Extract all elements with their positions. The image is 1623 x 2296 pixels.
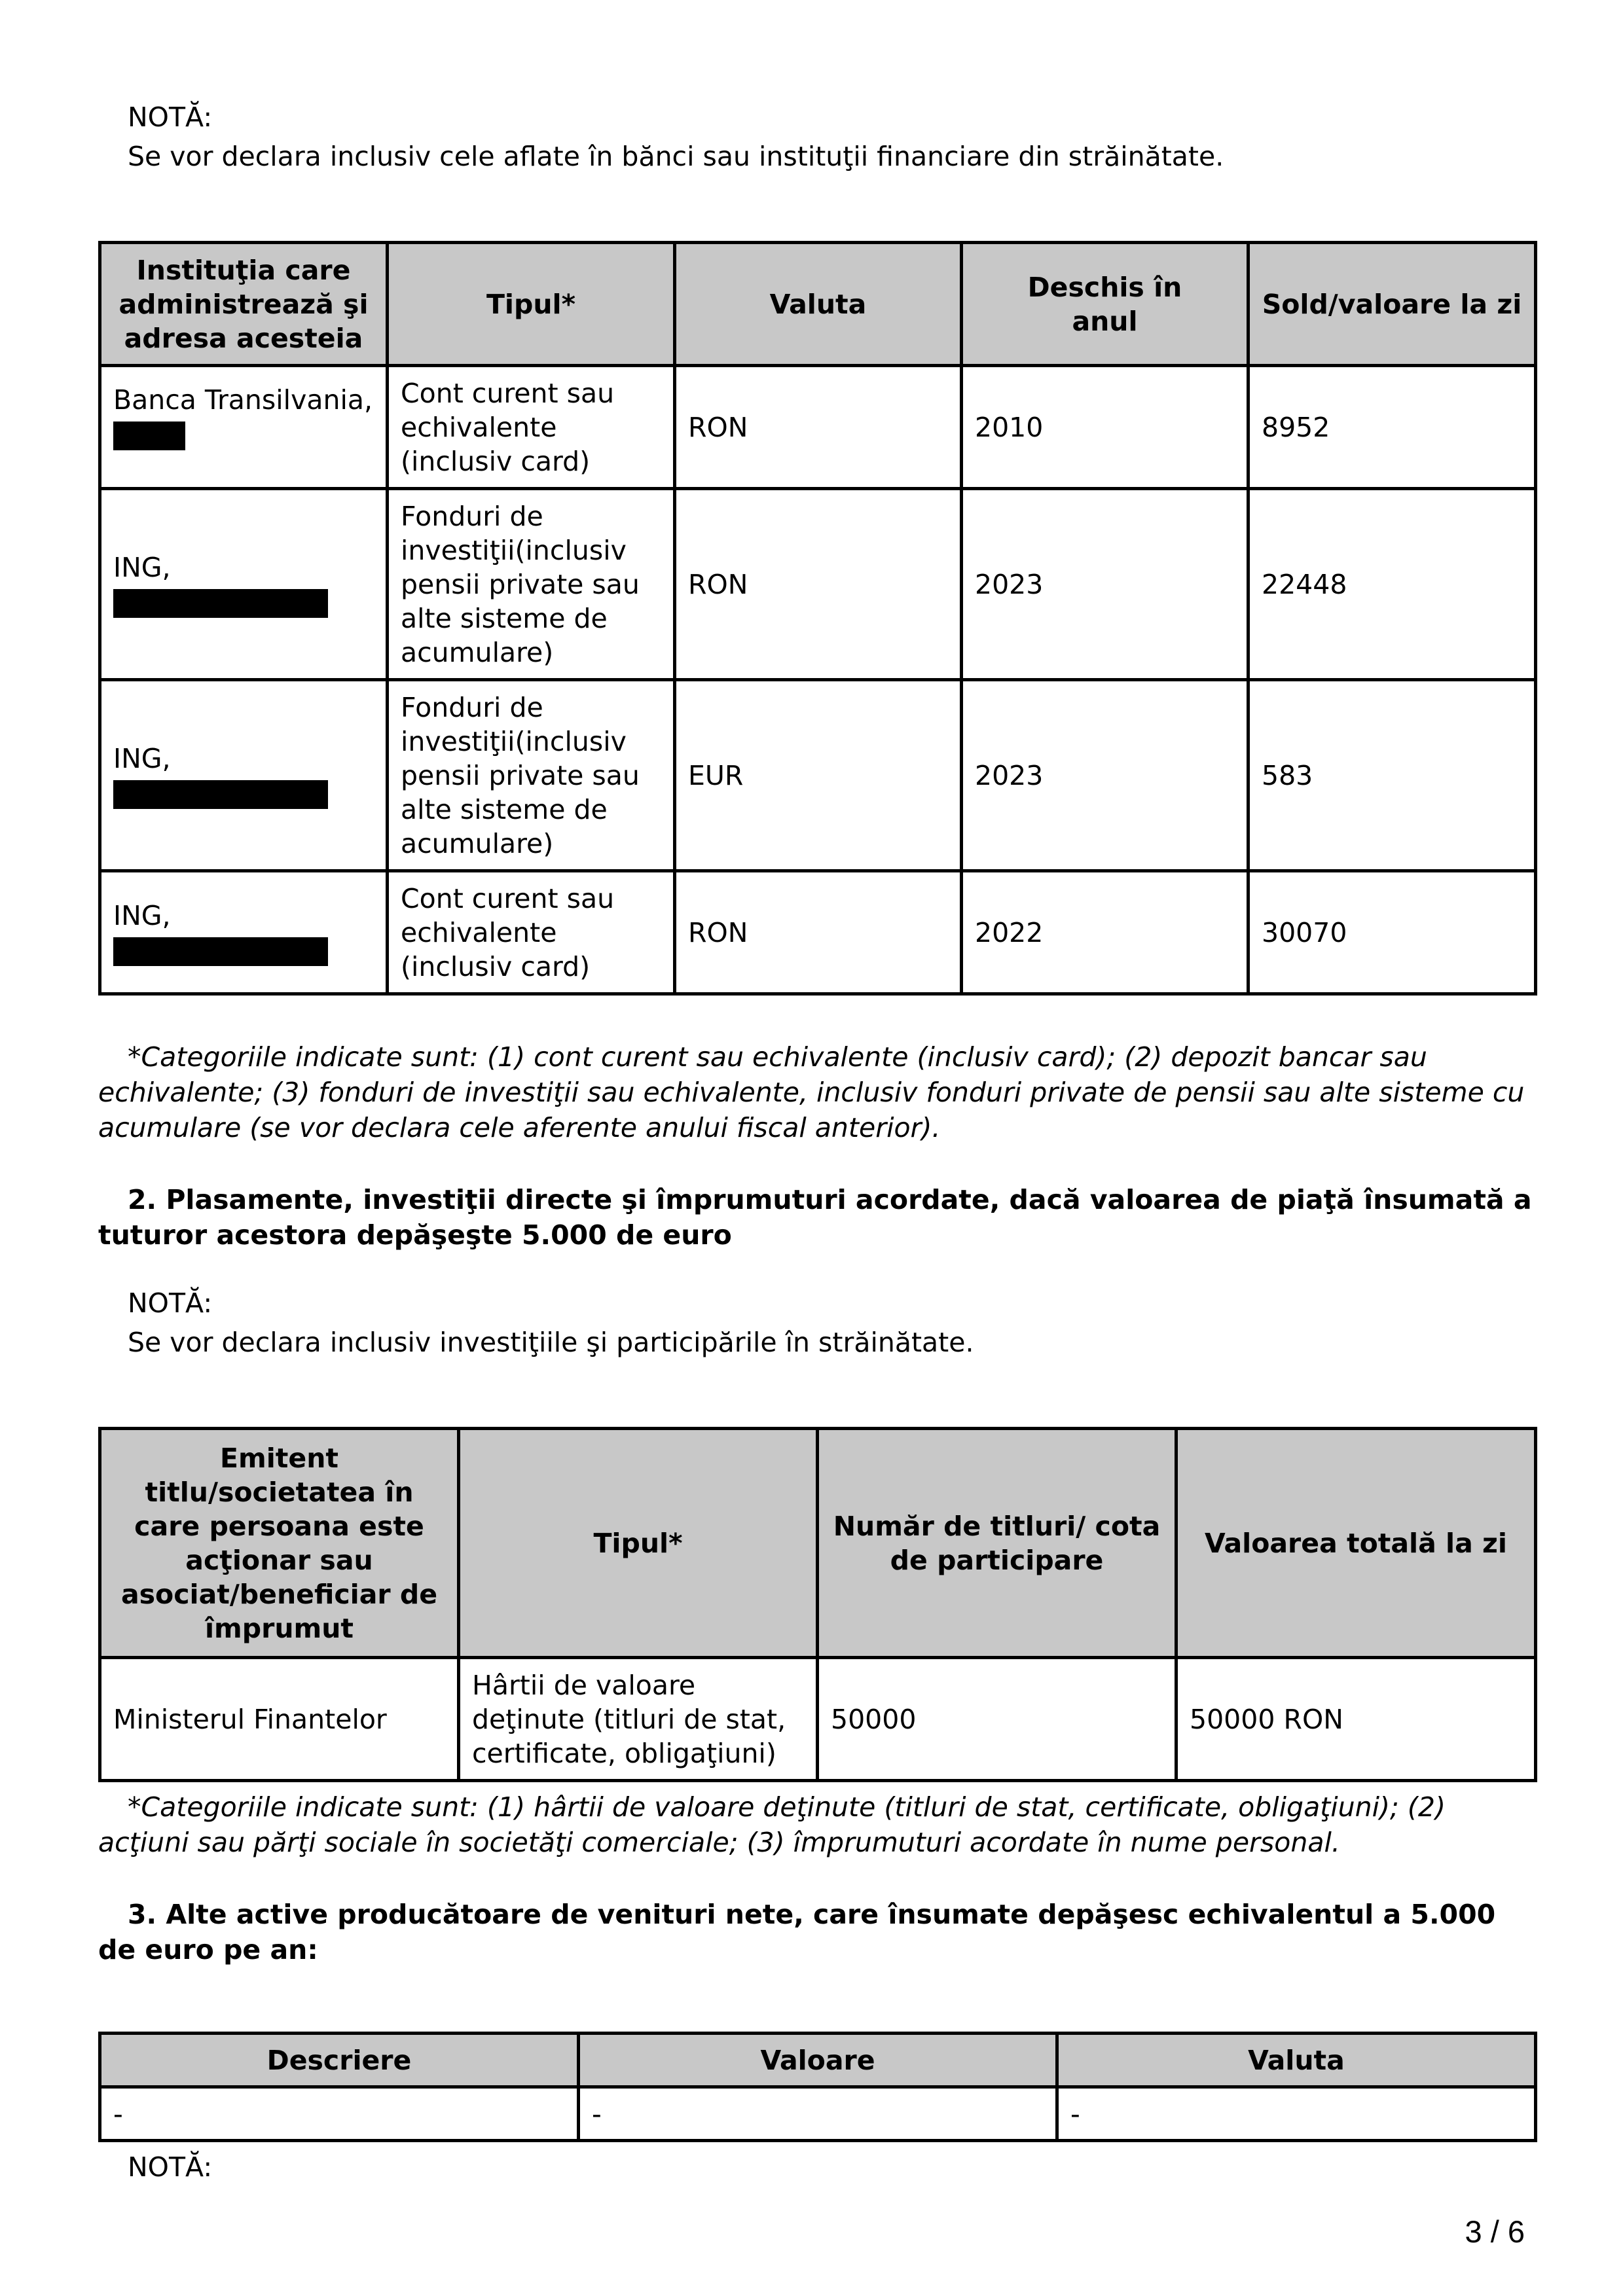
- table-footnote: *Categoriile indicate sunt: (1) hârtii de valoare deţinute (titluri de stat, certificate, obligaţiuni); (2) acţiuni sau părţi sociale în societăţi comerciale; (3) împrumuturi acordate în nume personal.: [98, 1791, 1446, 1858]
- value-cell: 50000 RON: [1176, 1658, 1536, 1781]
- table-row: [100, 1658, 1536, 1781]
- institution-name: ING,: [113, 742, 171, 774]
- investments-table: [98, 1427, 1537, 1782]
- section-heading: 3. Alte active producătoare de venituri nete, care însumate depăşesc echivalentul a 5.000 de euro pe an:: [98, 1899, 1496, 1965]
- type-cell: Fonduri de investiţii(inclusiv pensii private sau alte sisteme de acumulare): [388, 680, 675, 871]
- column-header: Sold/valoare la zi: [1249, 243, 1536, 366]
- redacted-address: [113, 589, 328, 618]
- year-cell: 2010: [962, 366, 1249, 489]
- institution-name: Banca Transilvania,: [113, 384, 373, 416]
- issuer-cell: Ministerul Finantelor: [100, 1658, 459, 1781]
- column-header: Număr de titluri/ cota de participare: [818, 1429, 1176, 1658]
- note-text: Se vor declara inclusiv cele aflate în bănci sau instituţii financiare din străinătate.: [128, 141, 1224, 172]
- column-header: Valuta: [1057, 2034, 1536, 2087]
- currency-cell: RON: [675, 366, 962, 489]
- table-row: [100, 2087, 1536, 2141]
- table-row: [100, 366, 1536, 489]
- institution-cell: [100, 871, 388, 994]
- balance-cell: 22448: [1249, 489, 1536, 680]
- column-header: Tipul*: [388, 243, 675, 366]
- note-label: NOTĂ:: [128, 1287, 213, 1319]
- year-cell: 2022: [962, 871, 1249, 994]
- currency-cell: RON: [675, 489, 962, 680]
- currency-cell: EUR: [675, 680, 962, 871]
- table-row: [100, 489, 1536, 680]
- institution-name: ING,: [113, 551, 171, 583]
- count-cell: 50000: [818, 1658, 1176, 1781]
- type-cell: Fonduri de investiţii(inclusiv pensii private sau alte sisteme de acumulare): [388, 489, 675, 680]
- table-header-row: [100, 243, 1536, 366]
- balance-cell: 8952: [1249, 366, 1536, 489]
- table-row: [100, 871, 1536, 994]
- note-text: Se vor declara inclusiv investiţiile şi participările în străinătate.: [128, 1327, 974, 1358]
- type-cell: Hârtii de valoare deţinute (titluri de stat, certificate, obligaţiuni): [459, 1658, 818, 1781]
- value-cell: -: [579, 2087, 1057, 2141]
- institution-cell: [100, 489, 388, 680]
- type-cell: Cont curent sau echivalente (inclusiv card): [388, 366, 675, 489]
- note-label: NOTĂ:: [128, 101, 213, 133]
- column-header: Deschis în anul: [962, 243, 1249, 366]
- balance-cell: 583: [1249, 680, 1536, 871]
- table-header-row: [100, 2034, 1536, 2087]
- table-header-row: [100, 1429, 1536, 1658]
- bank-accounts-table: [98, 241, 1537, 996]
- other-assets-table: [98, 2032, 1537, 2142]
- column-header: Descriere: [100, 2034, 579, 2087]
- institution-name: ING,: [113, 899, 171, 931]
- note-label: NOTĂ:: [128, 2151, 213, 2183]
- institution-cell: [100, 366, 388, 489]
- column-header: Valoarea totală la zi: [1176, 1429, 1536, 1658]
- redacted-address: [113, 780, 328, 809]
- redacted-address: [113, 422, 185, 450]
- year-cell: 2023: [962, 489, 1249, 680]
- type-cell: Cont curent sau echivalente (inclusiv card): [388, 871, 675, 994]
- column-header: Valuta: [675, 243, 962, 366]
- balance-cell: 30070: [1249, 871, 1536, 994]
- table-footnote: *Categoriile indicate sunt: (1) cont curent sau echivalente (inclusiv card); (2) depozit bancar sau echivalente; (3) fonduri de investiţii sau echivalente, inclusiv fonduri private de pensii sau alte sisteme cu acumulare (se vor declara cele aferente anului fiscal anterior).: [98, 1041, 1525, 1143]
- column-header: Emitent titlu/societatea în care persoana este acţionar sau asociat/beneficiar de împrumut: [100, 1429, 459, 1658]
- description-cell: -: [100, 2087, 579, 2141]
- column-header: Instituţia care administrează şi adresa acesteia: [100, 243, 388, 366]
- redacted-address: [113, 937, 328, 966]
- section-heading: 2. Plasamente, investiţii directe şi împrumuturi acordate, dacă valoarea de piaţă însumată a tuturor acestora depăşeşte 5.000 de euro: [98, 1184, 1532, 1251]
- column-header: Valoare: [579, 2034, 1057, 2087]
- page-number: 3 / 6: [1465, 2214, 1525, 2249]
- currency-cell: RON: [675, 871, 962, 994]
- institution-cell: [100, 680, 388, 871]
- currency-cell: -: [1057, 2087, 1536, 2141]
- column-header: Tipul*: [459, 1429, 818, 1658]
- table-row: [100, 680, 1536, 871]
- year-cell: 2023: [962, 680, 1249, 871]
